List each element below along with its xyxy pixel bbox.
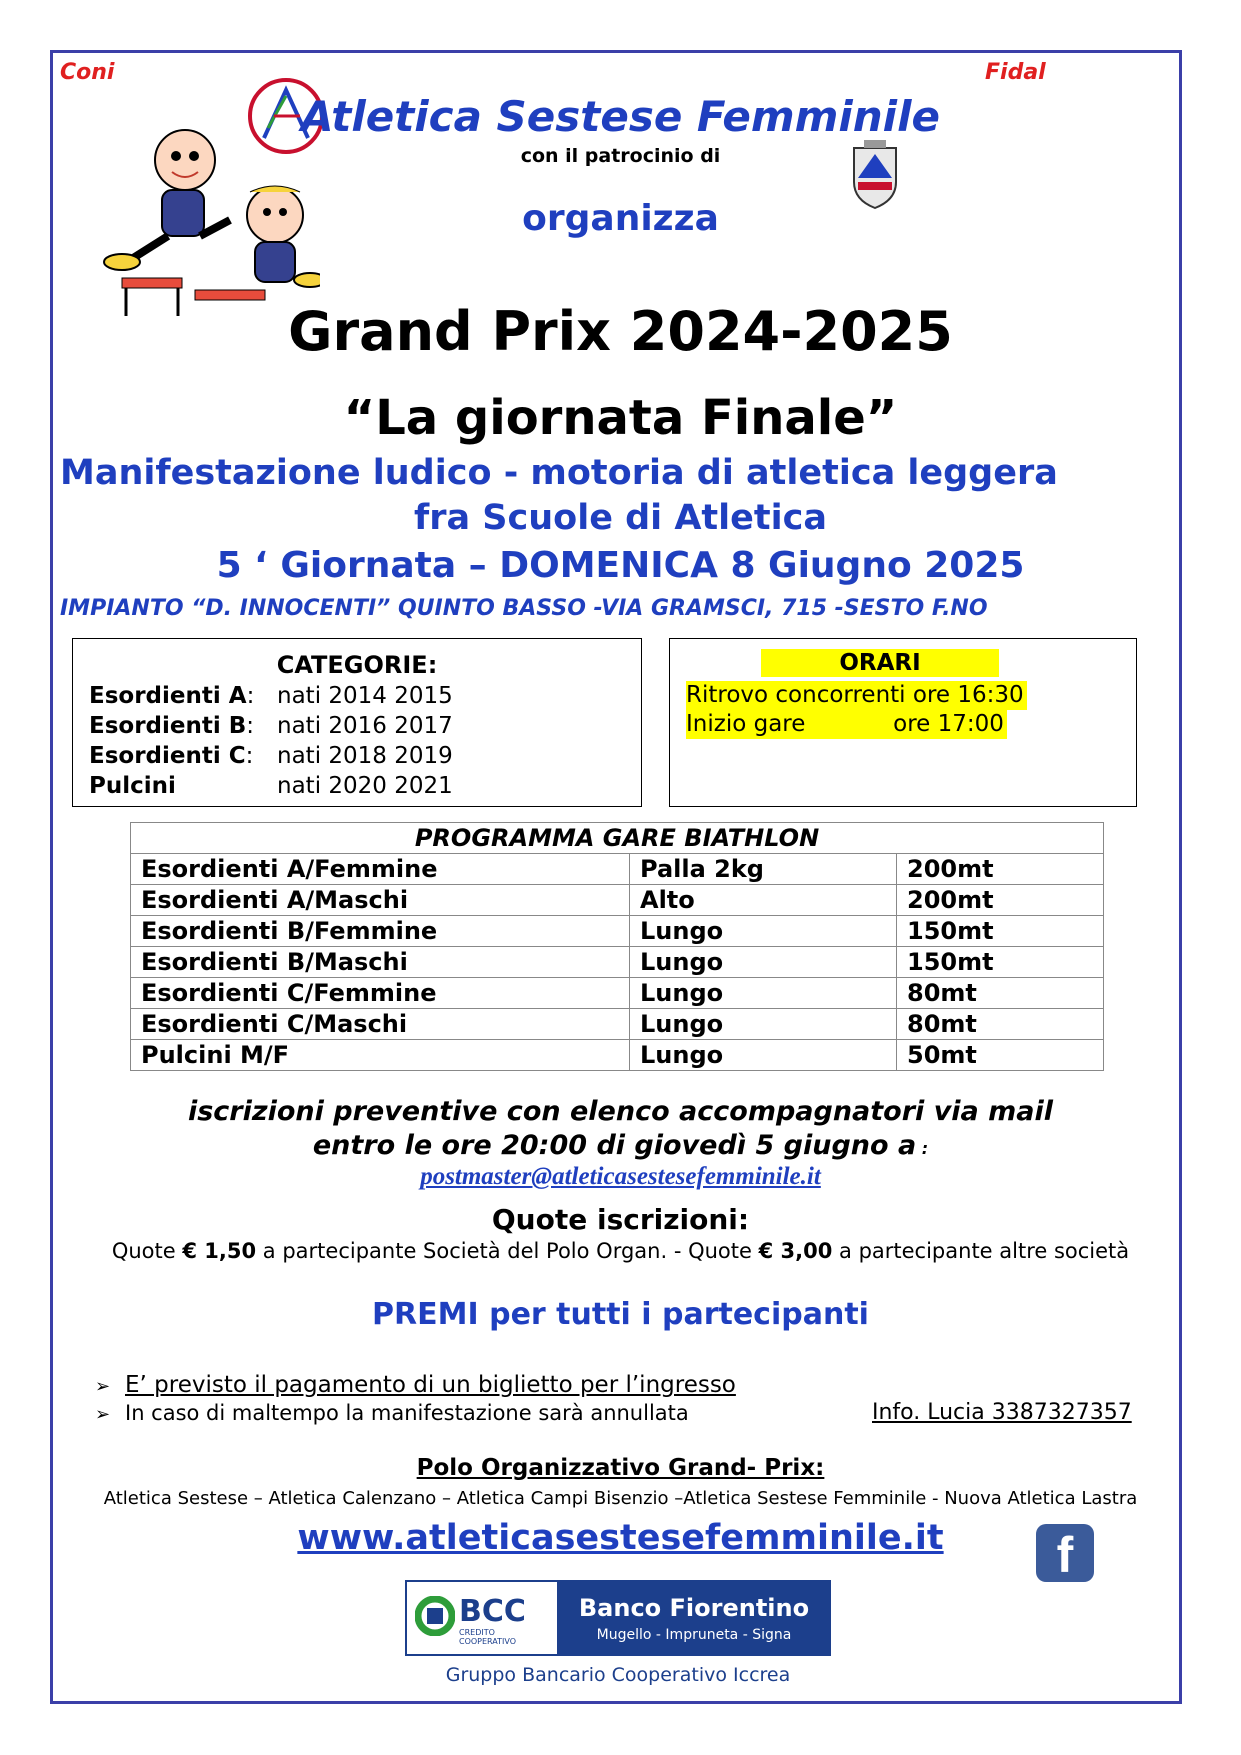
- note-ticket: E’ previsto il pagamento di un biglietto per l’ingresso: [125, 1372, 736, 1398]
- table-row: [131, 885, 1104, 916]
- fee-prefix: Quote: [111, 1239, 183, 1263]
- description-line-1: Manifestazione ludico - motoria di atletica leggera: [60, 453, 1058, 493]
- coni-label: Coni: [60, 60, 115, 85]
- event-date: 5 ‘ Giornata – DOMENICA 8 Giugno 2025: [216, 545, 1025, 586]
- category-years: nati 2014 2015: [277, 683, 453, 709]
- program-distance: 150mt: [897, 916, 1104, 947]
- category-separator: :: [245, 743, 254, 769]
- table-header-row: [131, 823, 1104, 854]
- category-row: [89, 743, 453, 769]
- category-separator: :: [246, 713, 255, 739]
- program-distance: 200mt: [897, 854, 1104, 885]
- fee-member-text: a partecipante Società del Polo Organ. - Quote: [256, 1239, 759, 1263]
- program-category: Esordienti B/Femmine: [131, 916, 630, 947]
- bank-group: Gruppo Bancario Cooperativo Iccrea: [445, 1664, 791, 1686]
- program-event: Lungo: [630, 1009, 897, 1040]
- sponsor-logo: [405, 1580, 831, 1696]
- program-category: Esordienti C/Femmine: [131, 978, 630, 1009]
- note-item: [95, 1401, 689, 1425]
- bank-name: Banco Fiorentino: [578, 1594, 810, 1622]
- program-distance: 200mt: [897, 885, 1104, 916]
- bcc-subtext: CREDITO COOPERATIVO: [459, 1628, 517, 1646]
- categories-title: CATEGORIE:: [276, 651, 438, 679]
- arrow-bullet-icon: ➢: [95, 1404, 111, 1425]
- arrow-bullet-icon: ➢: [95, 1376, 111, 1397]
- venue-address: IMPIANTO “D. INNOCENTI” QUINTO BASSO -VIA GRAMSCI, 715 -SESTO F.NO: [60, 596, 988, 621]
- registration-line-2: [0, 1130, 1241, 1161]
- website-url[interactable]: www.atleticasestesefemminile.it: [297, 1518, 944, 1558]
- organizing-group-title: Polo Organizzativo Grand- Prix:: [416, 1455, 825, 1481]
- registration-line-1: iscrizioni preventive con elenco accompagnatori via mail: [187, 1096, 1054, 1127]
- email-link[interactable]: postmaster@atleticasestesefemminile.it: [420, 1163, 821, 1190]
- note-item: [95, 1372, 736, 1398]
- organizing-group-members: Atletica Sestese – Atletica Calenzano – Atletica Campi Bisenzio –Atletica Sestese Femminile - Nuova Atletica Lastra: [103, 1488, 1138, 1509]
- categories-box: [72, 638, 642, 807]
- event-title: Grand Prix 2024-2025: [288, 300, 953, 363]
- note-weather: In caso di maltempo la manifestazione sarà annullata: [125, 1401, 689, 1425]
- program-category: Pulcini M/F: [131, 1040, 630, 1071]
- category-row: [89, 713, 453, 739]
- table-row: [131, 916, 1104, 947]
- facebook-icon[interactable]: [1036, 1524, 1094, 1582]
- event-subtitle: “La giornata Finale”: [343, 390, 898, 446]
- category-label: Esordienti A: [89, 683, 247, 709]
- registration-deadline: entro le ore 20:00 di giovedì 5 giugno a: [312, 1130, 917, 1161]
- table-row: [131, 978, 1104, 1009]
- bcc-logo: [415, 1590, 553, 1646]
- fidal-label: Fidal: [985, 60, 1046, 85]
- program-event: Lungo: [630, 916, 897, 947]
- program-event: Lungo: [630, 978, 897, 1009]
- registration-colon: :: [916, 1139, 929, 1158]
- program-title: PROGRAMMA GARE BIATHLON: [131, 823, 1104, 854]
- program-distance: 50mt: [897, 1040, 1104, 1071]
- program-event: Alto: [630, 885, 897, 916]
- schedule-gathering-time: Ritrovo concorrenti ore 16:30: [686, 681, 1027, 710]
- table-row: [131, 1040, 1104, 1071]
- bcc-mark-icon: [415, 1596, 455, 1636]
- schedule-box: [669, 638, 1137, 807]
- category-label: Pulcini: [89, 773, 176, 799]
- category-years: nati 2016 2017: [277, 713, 453, 739]
- category-years: nati 2018 2019: [277, 743, 453, 769]
- category-row: [89, 683, 453, 709]
- prizes-text: PREMI per tutti i partecipanti: [372, 1297, 869, 1332]
- schedule-start-time: Inizio gare ore 17:00: [686, 710, 1007, 739]
- registration-email: [0, 1163, 1241, 1191]
- schedule-title: ORARI: [761, 649, 999, 677]
- table-row: [131, 1009, 1104, 1040]
- organization-name: Atletica Sestese Femminile: [301, 92, 940, 141]
- description-line-2: fra Scuole di Atletica: [413, 498, 827, 538]
- fees-title: Quote iscrizioni:: [491, 1203, 750, 1236]
- organizes-text: organizza: [522, 198, 719, 239]
- program-category: Esordienti A/Femmine: [131, 854, 630, 885]
- program-distance: 150mt: [897, 947, 1104, 978]
- fees-line: [0, 1239, 1241, 1263]
- category-label: Esordienti C: [89, 743, 246, 769]
- program-distance: 80mt: [897, 978, 1104, 1009]
- patronage-text: con il patrocinio di: [520, 145, 721, 167]
- bank-towns: Mugello - Impruneta - Signa: [596, 1627, 792, 1643]
- program-category: Esordienti C/Maschi: [131, 1009, 630, 1040]
- program-event: Lungo: [630, 947, 897, 978]
- table-row: [131, 947, 1104, 978]
- facebook-glyph: f: [1056, 1527, 1074, 1583]
- program-category: Esordienti A/Maschi: [131, 885, 630, 916]
- category-separator: :: [246, 683, 255, 709]
- bcc-text: BCC: [459, 1594, 526, 1629]
- program-table: [130, 822, 1104, 1071]
- category-label: Esordienti B: [89, 713, 247, 739]
- category-row: [89, 773, 453, 799]
- program-distance: 80mt: [897, 1009, 1104, 1040]
- program-event: Palla 2kg: [630, 854, 897, 885]
- fee-amount-other: € 3,00: [758, 1239, 833, 1263]
- fee-amount-member: € 1,50: [182, 1239, 257, 1263]
- fee-other-text: a partecipante altre società: [832, 1239, 1130, 1263]
- table-row: [131, 854, 1104, 885]
- program-event: Lungo: [630, 1040, 897, 1071]
- category-years: nati 2020 2021: [277, 773, 453, 799]
- info-contact: Info. Lucia 3387327357: [872, 1400, 1132, 1425]
- bank-panel: [557, 1582, 831, 1654]
- sponsor-banner: [405, 1580, 831, 1656]
- program-category: Esordienti B/Maschi: [131, 947, 630, 978]
